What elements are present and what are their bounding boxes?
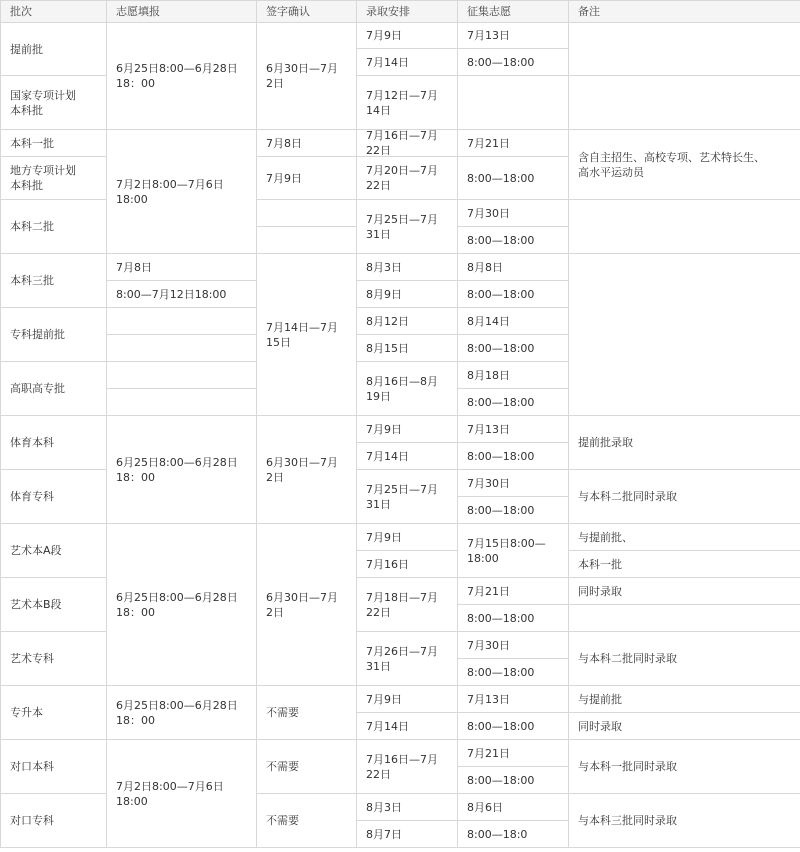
admission-cell: 8月9日 [357, 281, 458, 308]
solicitation-cell: 8:00—18:00 [458, 713, 569, 740]
batch-cell: 地方专项计划 本科批 [1, 157, 107, 200]
remark-cell: 与提前批 [569, 686, 800, 713]
solicitation-cell: 7月30日 [458, 200, 569, 227]
application-period-cell: 6月25日8:00—6月28日 18：00 [107, 686, 257, 740]
solicitation-cell: 8:00—18:00 [458, 335, 569, 362]
batch-cell: 对口本科 [1, 740, 107, 794]
remark-cell: 同时录取 [569, 713, 800, 740]
signature-cell: 7月9日 [257, 157, 357, 200]
batch-cell: 对口专科 [1, 794, 107, 848]
empty-cell [107, 308, 257, 335]
admission-cell: 7月14日 [357, 713, 458, 740]
admission-cell: 7月12日—7月 14日 [357, 76, 458, 130]
solicitation-cell: 8:00—18:00 [458, 497, 569, 524]
header-application: 志愿填报 [107, 1, 257, 23]
solicitation-cell: 8:00—18:00 [458, 49, 569, 76]
admission-cell: 7月16日 [357, 551, 458, 578]
signature-cell: 不需要 [257, 794, 357, 848]
application-period-cell: 7月2日8:00—7月6日 18:00 [107, 740, 257, 848]
admission-cell: 8月16日—8月 19日 [357, 362, 458, 416]
empty-cell [569, 200, 800, 254]
solicitation-cell: 8:00—18:00 [458, 157, 569, 200]
admission-cell: 7月25日—7月 31日 [357, 200, 458, 254]
header-batch: 批次 [1, 1, 107, 23]
admission-cell: 8月15日 [357, 335, 458, 362]
solicitation-cell: 7月30日 [458, 632, 569, 659]
admission-cell: 7月14日 [357, 49, 458, 76]
solicitation-cell: 7月13日 [458, 686, 569, 713]
solicitation-cell: 8月18日 [458, 362, 569, 389]
solicitation-cell: 8月8日 [458, 254, 569, 281]
solicitation-cell: 7月15日8:00— 18:00 [458, 524, 569, 578]
empty-cell [569, 605, 800, 632]
application-period-cell: 6月25日8:00—6月28日 18：00 [107, 524, 257, 686]
empty-cell [107, 335, 257, 362]
header-remarks: 备注 [569, 1, 800, 23]
solicitation-cell: 8月14日 [458, 308, 569, 335]
signature-cell: 6月30日—7月 2日 [257, 416, 357, 524]
empty-cell [458, 76, 569, 130]
admission-cell: 7月9日 [357, 416, 458, 443]
application-period-cell: 6月25日8:00—6月28日 18：00 [107, 416, 257, 524]
admission-cell: 7月16日—7月 22日 [357, 740, 458, 794]
empty-cell [107, 389, 257, 416]
admission-cell: 7月26日—7月 31日 [357, 632, 458, 686]
batch-cell: 艺术本B段 [1, 578, 107, 632]
application-period-cell: 7月8日 [107, 254, 257, 281]
solicitation-cell: 8:00—18:00 [458, 227, 569, 254]
admission-cell: 7月14日 [357, 443, 458, 470]
header-signature: 签字确认 [257, 1, 357, 23]
admission-cell: 7月18日—7月 22日 [357, 578, 458, 632]
signature-cell: 6月30日—7月 2日 [257, 524, 357, 686]
batch-cell: 专科提前批 [1, 308, 107, 362]
solicitation-cell: 7月13日 [458, 23, 569, 49]
header-solicitation: 征集志愿 [458, 1, 569, 23]
application-period-cell: 8:00—7月12日18:00 [107, 281, 257, 308]
batch-cell: 高职高专批 [1, 362, 107, 416]
solicitation-cell: 7月30日 [458, 470, 569, 497]
solicitation-cell: 8:00—18:00 [458, 389, 569, 416]
remark-cell: 提前批录取 [569, 416, 800, 470]
signature-cell: 不需要 [257, 740, 357, 794]
solicitation-cell: 7月13日 [458, 416, 569, 443]
batch-cell: 专升本 [1, 686, 107, 740]
empty-cell [569, 76, 800, 130]
admission-cell: 7月9日 [357, 23, 458, 49]
signature-cell: 7月14日—7月 15日 [257, 254, 357, 416]
admission-cell: 7月16日—7月 22日 [357, 130, 458, 157]
solicitation-cell: 8:00—18:0 [458, 821, 569, 848]
admission-cell: 7月9日 [357, 686, 458, 713]
solicitation-cell: 8月6日 [458, 794, 569, 821]
batch-cell: 体育本科 [1, 416, 107, 470]
remark-cell: 本科一批 [569, 551, 800, 578]
remark-cell: 同时录取 [569, 578, 800, 605]
empty-cell [257, 227, 357, 254]
admission-cell: 7月9日 [357, 524, 458, 551]
batch-cell: 提前批 [1, 23, 107, 76]
empty-cell [569, 23, 800, 76]
empty-cell [107, 362, 257, 389]
admission-cell: 8月3日 [357, 794, 458, 821]
solicitation-cell: 8:00—18:00 [458, 659, 569, 686]
solicitation-cell: 7月21日 [458, 740, 569, 767]
empty-cell [257, 200, 357, 227]
solicitation-cell: 8:00—18:00 [458, 281, 569, 308]
solicitation-cell: 8:00—18:00 [458, 767, 569, 794]
batch-cell: 本科三批 [1, 254, 107, 308]
admission-cell: 8月7日 [357, 821, 458, 848]
application-period-cell: 7月2日8:00—7月6日 18:00 [107, 130, 257, 254]
application-period-cell: 6月25日8:00—6月28日 18：00 [107, 23, 257, 130]
remark-cell: 与本科三批同时录取 [569, 794, 800, 848]
remark-cell: 与本科二批同时录取 [569, 470, 800, 524]
signature-cell: 6月30日—7月 2日 [257, 23, 357, 130]
batch-cell: 体育专科 [1, 470, 107, 524]
remark-cell: 含自主招生、高校专项、艺术特长生、 高水平运动员 [569, 130, 800, 200]
solicitation-cell: 7月21日 [458, 130, 569, 157]
admission-cell: 7月20日—7月 22日 [357, 157, 458, 200]
solicitation-cell: 7月21日 [458, 578, 569, 605]
remark-cell: 与本科一批同时录取 [569, 740, 800, 794]
batch-cell: 本科二批 [1, 200, 107, 254]
header-admission: 录取安排 [357, 1, 458, 23]
signature-cell: 不需要 [257, 686, 357, 740]
remark-cell: 与提前批、 [569, 524, 800, 551]
solicitation-cell: 8:00—18:00 [458, 605, 569, 632]
empty-cell [569, 254, 800, 416]
signature-cell: 7月8日 [257, 130, 357, 157]
admission-cell: 8月12日 [357, 308, 458, 335]
admission-cell: 7月25日—7月 31日 [357, 470, 458, 524]
batch-cell: 本科一批 [1, 130, 107, 157]
admission-cell: 8月3日 [357, 254, 458, 281]
remark-cell: 与本科二批同时录取 [569, 632, 800, 686]
batch-cell: 国家专项计划 本科批 [1, 76, 107, 130]
batch-cell: 艺术本A段 [1, 524, 107, 578]
batch-cell: 艺术专科 [1, 632, 107, 686]
solicitation-cell: 8:00—18:00 [458, 443, 569, 470]
